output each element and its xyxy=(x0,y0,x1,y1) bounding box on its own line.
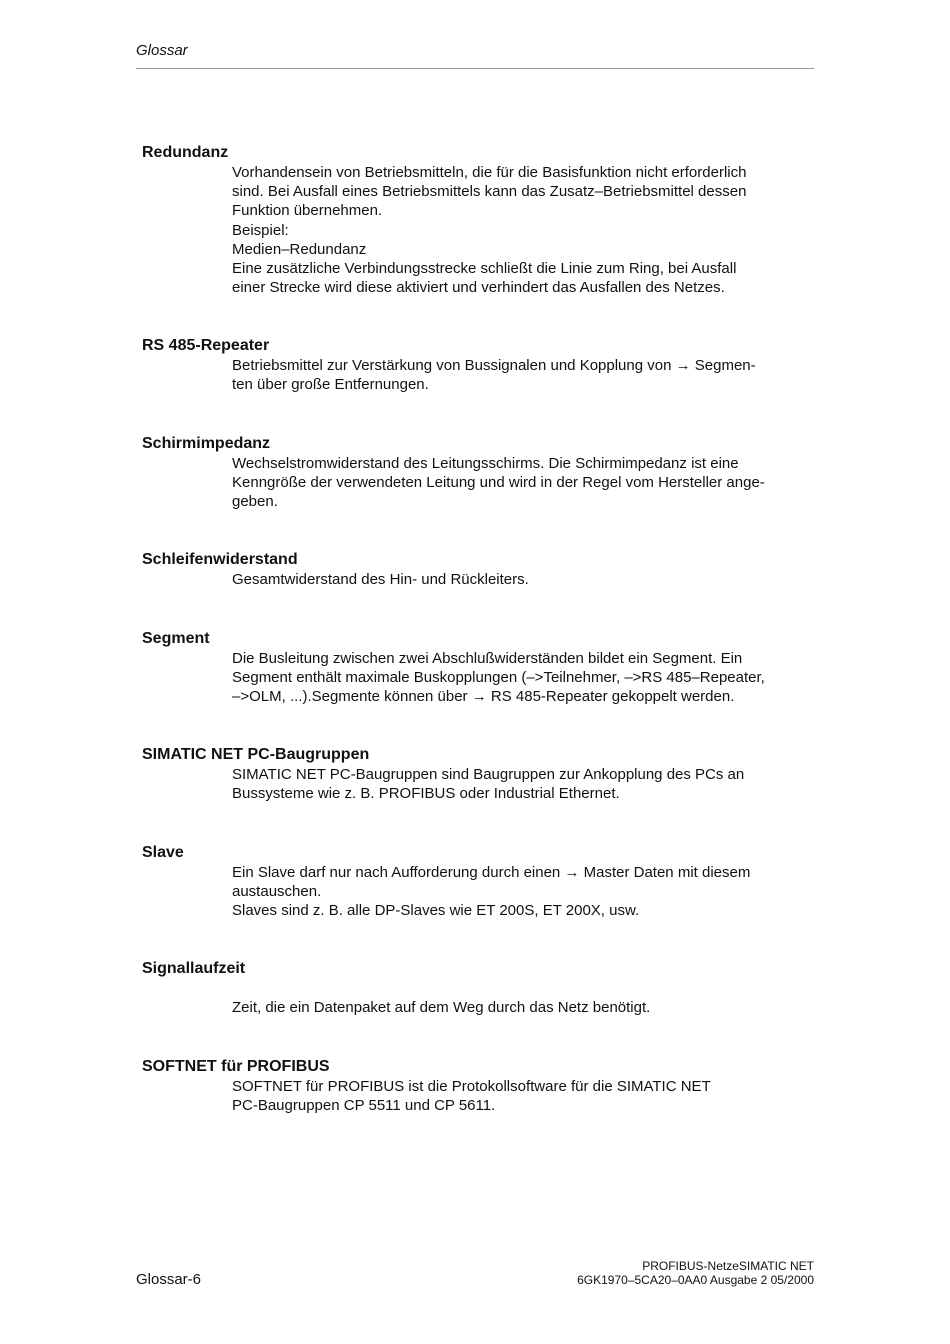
glossary-entry-rs485-repeater xyxy=(142,336,814,394)
glossary-definition xyxy=(232,863,814,921)
definition-line: SOFTNET für PROFIBUS ist die Protokollsoftware für die SIMATIC NET xyxy=(232,1078,711,1095)
definition-line: Betriebsmittel zur Verstärkung von Bussignalen und Kopplung von → Segmen- xyxy=(232,357,756,374)
definition-line: ten über große Entfernungen. xyxy=(232,376,429,394)
glossary-entry-redundanz xyxy=(142,143,814,297)
glossary-entry-schirmimpedanz xyxy=(142,434,814,512)
definition-line: –>OLM, ...).Segmente können über → RS 485-Repeater gekoppelt werden. xyxy=(232,688,735,706)
definition-line: Wechselstromwiderstand des Leitungsschirms. Die Schirmimpedanz ist eine xyxy=(232,455,739,472)
page-number: Glossar-6 xyxy=(136,1271,202,1288)
definition-line: Beispiel: xyxy=(232,221,289,239)
glossary-definition xyxy=(232,356,814,394)
definition-line: Eine zusätzliche Verbindungsstrecke schließt die Linie zum Ring, bei Ausfall xyxy=(232,260,737,278)
glossary-term: Redundanz xyxy=(142,144,229,161)
definition-line: Vorhandensein von Betriebsmitteln, die für die Basisfunktion nicht erforderlich xyxy=(232,164,747,181)
glossary-term: Signallaufzeit xyxy=(142,960,246,977)
definition-line: Segment enthält maximale Buskopplungen (–>Teilnehmer, –>RS 485–Repeater, xyxy=(232,669,765,687)
definition-line: Funktion übernehmen. xyxy=(232,202,383,220)
definition-line: SIMATIC NET PC-Baugruppen sind Baugruppen zur Ankopplung des PCs an xyxy=(232,766,745,783)
glossary-definition xyxy=(232,649,814,707)
glossary-entry-schleifenwiderstand xyxy=(142,550,814,589)
glossary-definition xyxy=(232,454,814,512)
glossary-definition xyxy=(232,998,814,1017)
definition-line: Bussysteme wie z. B. PROFIBUS oder Industrial Ethernet. xyxy=(232,785,620,803)
definition-line: Ein Slave darf nur nach Aufforderung durch einen → Master Daten mit diesem xyxy=(232,864,751,881)
header-divider xyxy=(136,68,814,69)
glossary-definition xyxy=(232,765,814,803)
definition-line: Kenngröße der verwendeten Leitung und wird in der Regel vom Hersteller ange- xyxy=(232,474,765,492)
definition-line: sind. Bei Ausfall eines Betriebsmittels kann das Zusatz–Betriebsmittel dessen xyxy=(232,183,747,201)
definition-line: austauschen. xyxy=(232,883,322,901)
document-title: PROFIBUS-NetzeSIMATIC NET xyxy=(642,1259,814,1273)
glossary-definition xyxy=(232,1077,814,1115)
definition-line: Slaves sind z. B. alle DP-Slaves wie ET 200S, ET 200X, usw. xyxy=(232,902,640,920)
glossary-term: SOFTNET für PROFIBUS xyxy=(142,1058,330,1075)
glossary-entry-simatic-net-pc-baugruppen xyxy=(142,745,814,803)
glossary-definition xyxy=(232,163,814,297)
definition-line: geben. xyxy=(232,493,278,511)
definition-line: Medien–Redundanz xyxy=(232,240,367,258)
glossary-term: RS 485-Repeater xyxy=(142,337,270,354)
document-info xyxy=(577,1259,814,1287)
definition-line: Zeit, die ein Datenpaket auf dem Weg durch das Netz benötigt. xyxy=(232,999,651,1016)
document-number: 6GK1970–5CA20–0AA0 Ausgabe 2 05/2000 xyxy=(577,1273,814,1287)
glossary-entry-segment xyxy=(142,629,814,707)
glossary-term: SIMATIC NET PC-Baugruppen xyxy=(142,746,370,763)
glossary-term: Schirmimpedanz xyxy=(142,435,271,452)
glossary-definition xyxy=(232,570,814,589)
glossary-term: Segment xyxy=(142,630,210,647)
definition-line: Die Busleitung zwischen zwei Abschlußwiderständen bildet ein Segment. Ein xyxy=(232,650,743,667)
glossary-entry-softnet-fuer-profibus xyxy=(142,1057,814,1115)
glossary-term: Slave xyxy=(142,844,184,861)
definition-line: einer Strecke wird diese aktiviert und verhindert das Ausfallen des Netzes. xyxy=(232,279,725,297)
definition-line: Gesamtwiderstand des Hin- und Rückleiters. xyxy=(232,571,529,588)
glossary-entry-slave xyxy=(142,843,814,921)
glossary-entry-signallaufzeit xyxy=(142,959,814,1017)
header-title: Glossar xyxy=(136,42,188,59)
glossary-term: Schleifenwiderstand xyxy=(142,551,298,568)
definition-line: PC-Baugruppen CP 5511 und CP 5611. xyxy=(232,1097,496,1115)
